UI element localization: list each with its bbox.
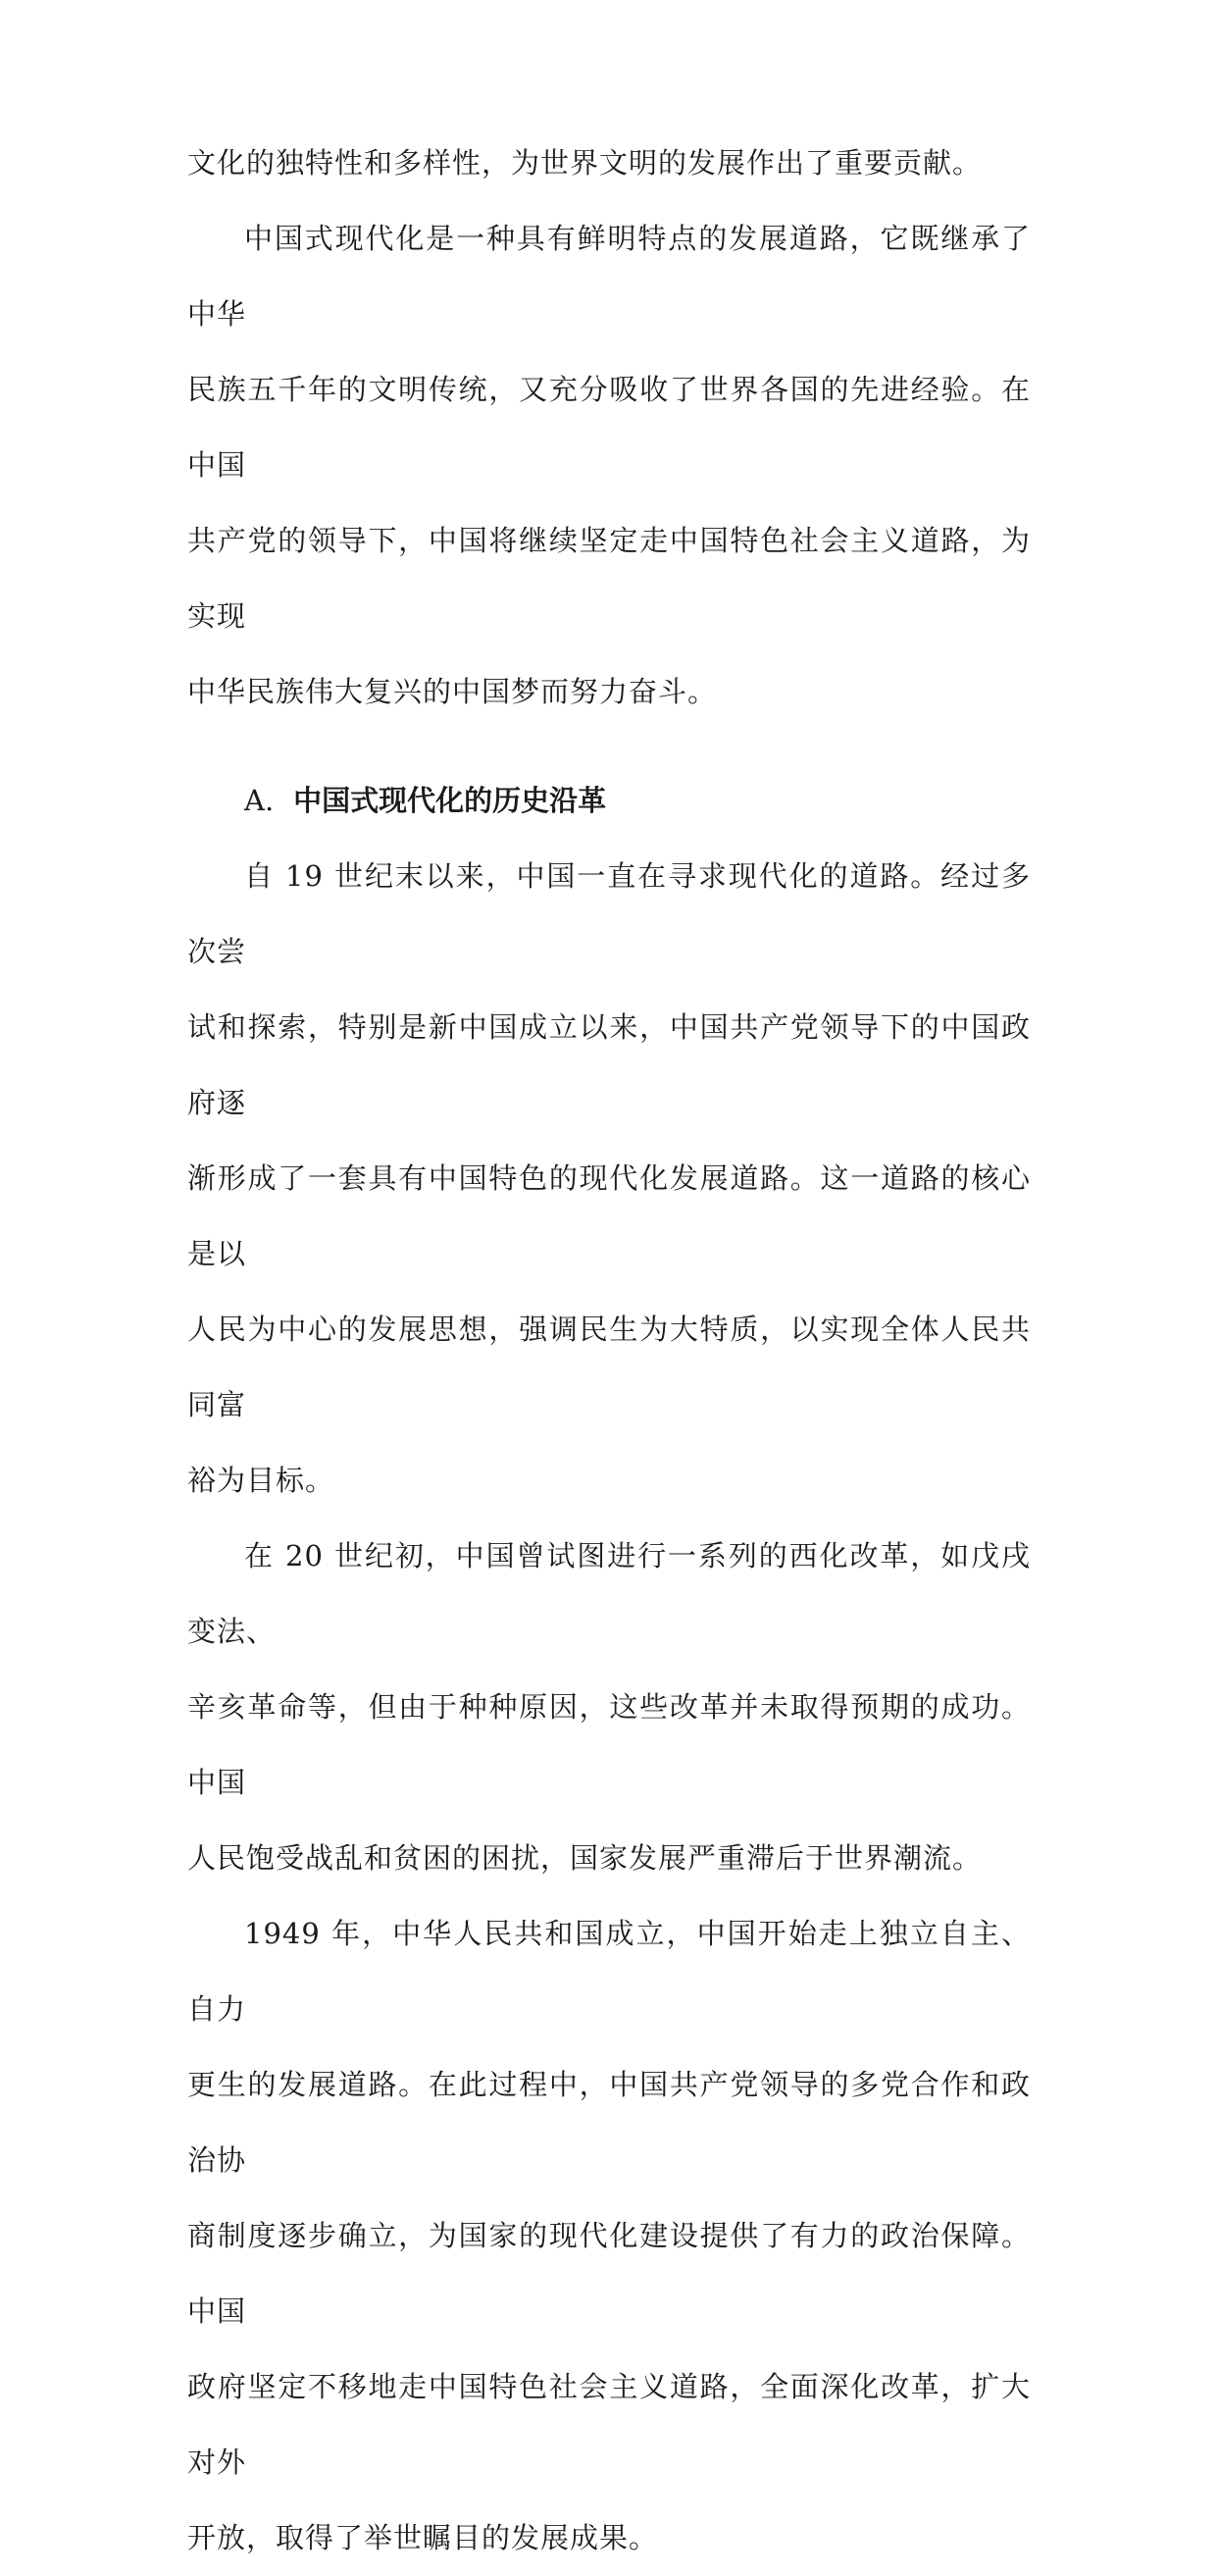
section-heading — [187, 763, 1031, 839]
paragraph-continuation: 文化的独特性和多样性，为世界文明的发展作出了重要贡献。 — [187, 146, 983, 180]
paragraph-modernization-intro: 中国式现代化是一种具有鲜明特点的发展道路，它既继承了中华 民族五千年的文明传统，又充分吸收了世界各国的先进经验。在中国 共产党的领导下，中国将继续坚定走中国特色社会主义道路，为实现 中华民族伟大复兴的中国梦而努力奋斗。 — [187, 222, 1031, 708]
section-marker: A. — [244, 784, 275, 817]
paragraph-1949: 1949 年，中华人民共和国成立，中国开始走上独立自主、自力 更生的发展道路。在此过程中，中国共产党领导的多党合作和政治协 商制度逐步确立，为国家的现代化建设提供了有力的政治保障。中国 政府坚定不移地走中国特色社会主义道路，全面深化改革，扩大对外 开放，取得了举世瞩目的发展成果。 — [187, 1917, 1031, 2554]
section-title: 中国式现代化的历史沿革 — [293, 784, 607, 817]
paragraph-20th-century: 在 20 世纪初，中国曾试图进行一系列的西化改革，如戊戌变法、 辛亥革命等，但由于种种原因，这些改革并未取得预期的成功。中国 人民饱受战乱和贫困的困扰，国家发展严重滞后于世界潮流。 — [187, 1539, 1031, 1875]
document-body — [187, 126, 1031, 2576]
paragraph-19th-century: 自 19 世纪末以来，中国一直在寻求现代化的道路。经过多次尝 试和探索，特别是新中国成立以来，中国共产党领导下的中国政府逐 渐形成了一套具有中国特色的现代化发展道路。这一道路的核心是以 人民为中心的发展思想，强调民生为大特质，以实现全体人民共同富 裕为目标。 — [187, 859, 1031, 1497]
section-spacer — [187, 730, 1031, 763]
